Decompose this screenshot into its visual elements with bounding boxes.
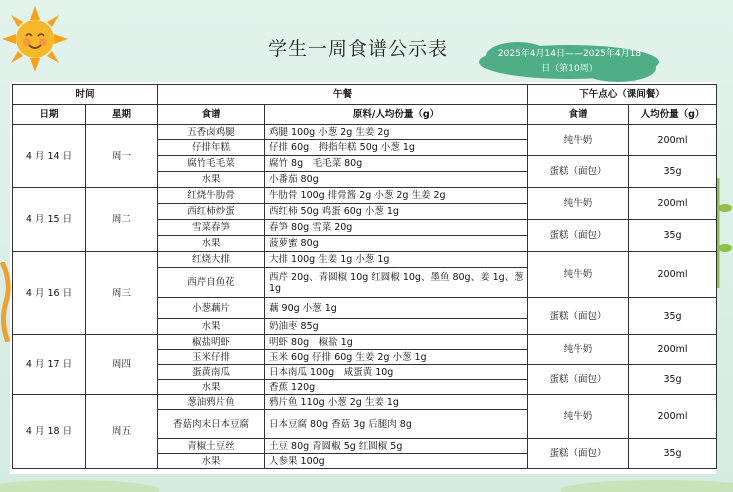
ingredients-cell: 春笋 80g 雪菜 20g: [265, 220, 528, 236]
portion-cell: 35g: [629, 298, 717, 335]
dish-cell: 玉米仔排: [158, 350, 265, 365]
dish-cell: 葱油鸦片鱼: [158, 395, 265, 410]
portion-cell: 35g: [629, 365, 717, 395]
ingredients-cell: 西红柿 50g 鸡蛋 60g 小葱 1g: [265, 204, 528, 220]
ingredients-cell: 小番茄 80g: [265, 172, 528, 188]
table-row: [13, 395, 717, 410]
sun-illustration: [2, 6, 68, 72]
snack-cell: 蛋糕（面包）: [528, 156, 629, 188]
date-cell: 4 月 17 日: [13, 335, 86, 395]
ingredients-cell: 腐竹 8g 毛毛菜 80g: [265, 156, 528, 172]
ingredients-cell: 人参果 100g: [265, 454, 528, 469]
snack-cell: 蛋糕（面包）: [528, 439, 629, 469]
portion-cell: 200ml: [629, 335, 717, 365]
header-time: 时间: [13, 85, 158, 105]
header-row-1: [13, 85, 717, 105]
dish-cell: 雪菜春笋: [158, 220, 265, 236]
date-cell: 4 月 15 日: [13, 188, 86, 252]
header-row-2: [13, 105, 717, 125]
header-lunch: 午餐: [158, 85, 528, 105]
snack-cell: 纯牛奶: [528, 252, 629, 298]
dish-cell: 西红柿炒蛋: [158, 204, 265, 220]
ingredients-cell: 日本南瓜 100g 咸蛋黄 10g: [265, 365, 528, 380]
dish-cell: 水果: [158, 319, 265, 335]
portion-cell: 200ml: [629, 395, 717, 439]
dish-cell: 五香卤鸡腿: [158, 125, 265, 140]
header-ingredients: 原料/人均份量（g）: [265, 105, 528, 125]
table-row: [13, 252, 717, 268]
ingredients-cell: 土豆 80g 青圆椒 5g 红圆椒 5g: [265, 439, 528, 454]
ingredients-cell: 藕 90g 小葱 1g: [265, 298, 528, 319]
snack-cell: 蛋糕（面包）: [528, 365, 629, 395]
date-cell: 4 月 18 日: [13, 395, 86, 469]
dish-cell: 西芹自鱼花: [158, 268, 265, 298]
header-date: 日期: [13, 105, 86, 125]
dish-cell: 腐竹毛毛菜: [158, 156, 265, 172]
snack-cell: 纯牛奶: [528, 125, 629, 156]
ingredients-cell: 香蕉 120g: [265, 380, 528, 395]
dish-cell: 香菇肉末日本豆腐: [158, 410, 265, 439]
dish-cell: 红烧牛肋骨: [158, 188, 265, 204]
snack-cell: 纯牛奶: [528, 395, 629, 439]
snack-cell: 纯牛奶: [528, 188, 629, 220]
ingredients-cell: 奶油枣 85g: [265, 319, 528, 335]
weekday-cell: 周一: [86, 125, 158, 188]
portion-cell: 200ml: [629, 125, 717, 156]
weekday-cell: 周三: [86, 252, 158, 335]
header-snack-dish: 食谱: [528, 105, 629, 125]
table-row: [13, 335, 717, 350]
date-range-line2: 日（第10周）: [541, 64, 598, 74]
ingredients-cell: 玉米 60g 仔排 60g 生姜 2g 小葱 1g: [265, 350, 528, 365]
dish-cell: 水果: [158, 172, 265, 188]
ingredients-cell: 鸡腿 100g 小葱 2g 生姜 2g: [265, 125, 528, 140]
dish-cell: 水果: [158, 380, 265, 395]
weekday-cell: 周二: [86, 188, 158, 252]
dish-cell: 小葱藕片: [158, 298, 265, 319]
date-cell: 4 月 14 日: [13, 125, 86, 188]
date-range: [482, 47, 657, 77]
snack-cell: 蛋糕（面包）: [528, 298, 629, 335]
snack-cell: 蛋糕（面包）: [528, 220, 629, 252]
header-dish: 食谱: [158, 105, 265, 125]
dish-cell: 蛋黄南瓜: [158, 365, 265, 380]
weekday-cell: 周五: [86, 395, 158, 469]
dish-cell: 仔排年糕: [158, 140, 265, 156]
table-row: [13, 188, 717, 204]
dish-cell: 青椒土豆丝: [158, 439, 265, 454]
ingredients-cell: 日本豆腐 80g 香菇 3g 后腿肉 8g: [265, 410, 528, 439]
dish-cell: 水果: [158, 454, 265, 469]
weekday-cell: 周四: [86, 335, 158, 395]
dish-cell: 椒盐明虾: [158, 335, 265, 350]
header-weekday: 星期: [86, 105, 158, 125]
menu-table: [12, 84, 717, 469]
date-cell: 4 月 16 日: [13, 252, 86, 335]
ingredients-cell: 鸦片鱼 110g 小葱 2g 生姜 1g: [265, 395, 528, 410]
ingredients-cell: 牛肋骨 100g 排骨酱 2g 小葱 2g 生姜 2g: [265, 188, 528, 204]
portion-cell: 35g: [629, 220, 717, 252]
portion-cell: 35g: [629, 439, 717, 469]
ingredients-cell: 菠萝蜜 80g: [265, 236, 528, 252]
portion-cell: 35g: [629, 156, 717, 188]
header-snack: 下午点心（课间餐）: [528, 85, 717, 105]
header-portion: 人均份量（g）: [629, 105, 717, 125]
dish-cell: 红烧大排: [158, 252, 265, 268]
ground-decoration: [0, 470, 733, 492]
table-row: [13, 125, 717, 140]
portion-cell: 200ml: [629, 188, 717, 220]
ingredients-cell: 大排 100g 生姜 1g 小葱 1g: [265, 252, 528, 268]
date-range-line1: 2025年4月14日——2025年4月18: [497, 49, 642, 59]
page-title: 学生一周食谱公示表: [268, 38, 449, 60]
snack-cell: 纯牛奶: [528, 335, 629, 365]
ingredients-cell: 西芹 20g、青圆椒 10g 红圆椒 10g、墨鱼 80g、姜 1g、葱 1g: [265, 268, 528, 298]
portion-cell: 200ml: [629, 252, 717, 298]
ingredients-cell: 仔排 60g 拇指年糕 50g 小葱 1g: [265, 140, 528, 156]
dish-cell: 水果: [158, 236, 265, 252]
ingredients-cell: 明虾 80g 椒盐 1g: [265, 335, 528, 350]
